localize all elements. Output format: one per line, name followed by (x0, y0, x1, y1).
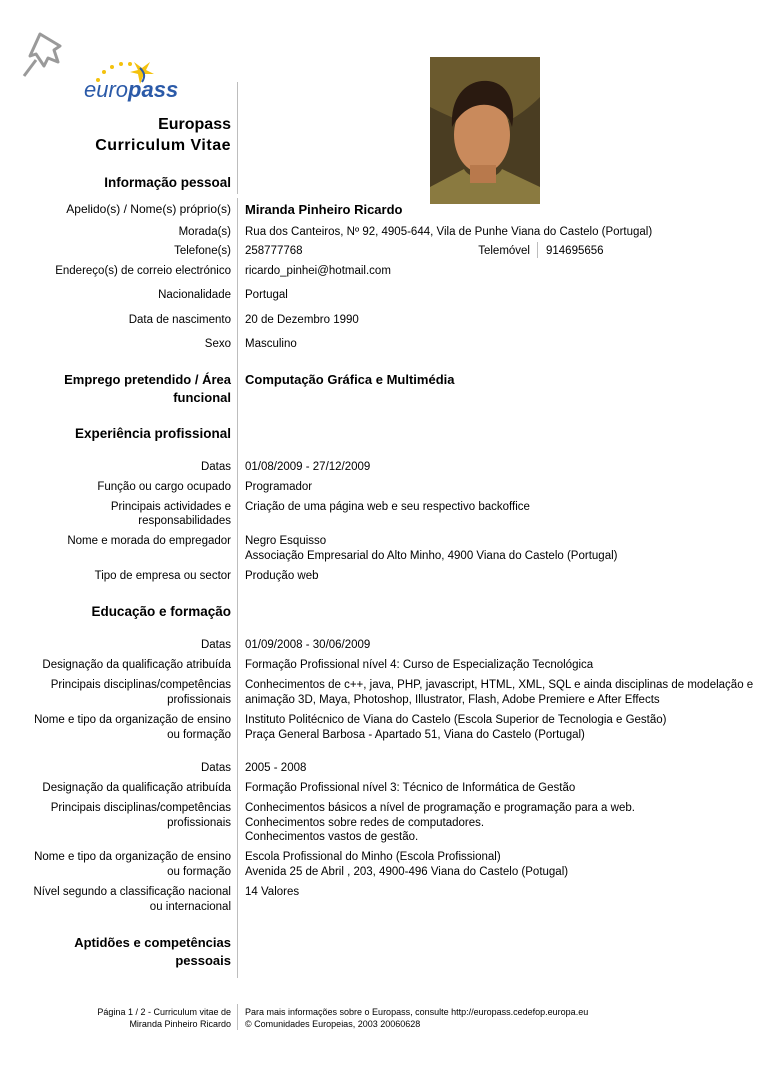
exp-employer-address: Associação Empresarial do Alto Minho, 4900 Viana do Castelo (Portugal) (245, 550, 618, 562)
edu2-subj-line2: Conhecimentos sobre redes de computadores. (245, 817, 485, 829)
section-title-experience: Experiência profissional (74, 426, 231, 441)
edu1-subj-label-2: profissionais (167, 694, 231, 706)
name-label: Apelido(s) / Nome(s) próprio(s) (66, 202, 231, 216)
nationality-label: Nacionalidade (158, 289, 231, 301)
address-value: Rua dos Canteiros, Nº 92, 4905-644, Vila de Punhe Viana do Castelo (Portugal) (245, 226, 653, 238)
edu2-org-label-1: Nome e tipo da organização de ensino (34, 851, 231, 863)
email-link[interactable]: ricardo_pinhei@hotmail.com (245, 265, 391, 277)
footer-info-1: Para mais informações sobre o Europass, consulte http://europass.cedefop.europa.eu (245, 1007, 589, 1017)
footer-page-info-1: Página 1 / 2 - Curriculum vitae de (97, 1007, 231, 1017)
exp-activities-value: Criação de uma página web e seu respectivo backoffice (245, 501, 530, 513)
europass-logo (84, 58, 184, 106)
edu1-subj-line2: animação 3D, Maya, Photoshop, Illustrator, Flash, Adobe Premiere e After Effects (245, 694, 660, 706)
edu1-org-line1: Instituto Politécnico de Viana do Castelo (Escola Superior de Tecnologia e Gestão) (245, 714, 667, 726)
edu2-subj-label-2: profissionais (167, 817, 231, 829)
exp-activities-label-1: Principais actividades e (110, 501, 231, 513)
job-label-line2: funcional (173, 390, 231, 405)
exp-type-value: Produção web (245, 570, 319, 582)
mobile-label: Telemóvel (478, 245, 530, 257)
edu2-level-label-1: Nível segundo a classificação nacional (33, 886, 231, 898)
edu2-qual-label: Designação da qualificação atribuída (42, 782, 231, 794)
edu1-subj-line1: Conhecimentos de c++, java, PHP, javascript, HTML, XML, SQL e ainda disciplinas de modelação e (245, 679, 754, 691)
document-title-line2: Curriculum Vitae (95, 137, 231, 154)
edu2-org-line2: Avenida 25 de Abril , 203, 4900-496 Viana do Castelo (Potugal) (245, 866, 569, 878)
full-name: Miranda Pinheiro Ricardo (245, 202, 403, 217)
logo-text-pass: pass (128, 77, 179, 102)
pin-icon[interactable] (18, 28, 74, 84)
edu1-org-line2: Praça General Barbosa - Apartado 51, Viana do Castelo (Portugal) (245, 729, 585, 741)
edu2-qual-value: Formação Profissional nível 3: Técnico de Informática de Gestão (245, 782, 576, 794)
skills-label-line2: pessoais (175, 953, 231, 968)
edu2-dates-label: Datas (200, 762, 231, 774)
exp-dates-label: Datas (200, 461, 231, 473)
exp-dates-value: 01/08/2009 - 27/12/2009 (245, 461, 371, 473)
edu1-dates-label: Datas (200, 639, 231, 651)
edu1-dates-value: 01/09/2008 - 30/06/2009 (245, 639, 371, 651)
email-label: Endereço(s) de correio electrónico (55, 265, 231, 277)
job-label-line1: Emprego pretendido / Área (64, 372, 231, 387)
edu2-subj-label-1: Principais disciplinas/competências (50, 802, 231, 814)
job-value: Computação Gráfica e Multimédia (245, 372, 455, 387)
birthdate-label: Data de nascimento (128, 314, 231, 326)
exp-type-label: Tipo de empresa ou sector (94, 570, 231, 582)
document-title-line1: Europass (158, 116, 231, 133)
nationality-value: Portugal (245, 289, 288, 301)
exp-role-label: Função ou cargo ocupado (97, 481, 231, 493)
mobile-value: 914695656 (546, 245, 604, 257)
exp-employer-name: Negro Esquisso (245, 535, 327, 547)
sex-value: Masculino (245, 338, 297, 350)
edu1-qual-label: Designação da qualificação atribuída (42, 659, 231, 671)
exp-activities-label-2: responsabilidades (138, 515, 231, 527)
edu2-org-line1: Escola Profissional do Minho (Escola Profissional) (245, 851, 501, 863)
footer-copyright: © Comunidades Europeias, 2003 20060628 (245, 1019, 421, 1029)
exp-role-value: Programador (245, 481, 313, 493)
section-title-education: Educação e formação (91, 604, 231, 619)
edu1-subj-label-1: Principais disciplinas/competências (50, 679, 231, 691)
phone-divider (537, 242, 538, 258)
sex-label: Sexo (204, 338, 231, 350)
footer-divider (237, 1004, 238, 1030)
address-label: Morada(s) (178, 226, 231, 238)
edu1-qual-value: Formação Profissional nível 4: Curso de Especialização Tecnológica (245, 659, 594, 671)
edu2-subj-line3: Conhecimentos vastos de gestão. (245, 831, 419, 843)
edu2-dates-value: 2005 - 2008 (245, 762, 307, 774)
edu2-subj-line1: Conhecimentos básicos a nível de programação e programação para a web. (245, 802, 635, 814)
logo-text-euro: euro (84, 77, 129, 102)
skills-label-line1: Aptidões e competências (74, 935, 231, 950)
phone-value: 258777768 (245, 245, 303, 257)
edu2-level-label-2: ou internacional (149, 901, 231, 913)
birthdate-value: 20 de Dezembro 1990 (245, 314, 359, 326)
edu1-org-label-1: Nome e tipo da organização de ensino (34, 714, 231, 726)
edu1-org-label-2: ou formação (167, 729, 231, 741)
edu2-org-label-2: ou formação (167, 866, 231, 878)
profile-photo (430, 57, 540, 204)
exp-employer-label: Nome e morada do empregador (67, 535, 231, 547)
header-divider (237, 82, 238, 194)
edu2-level-value: 14 Valores (245, 886, 300, 898)
footer-page-info-2: Miranda Pinheiro Ricardo (129, 1019, 231, 1029)
column-divider (237, 198, 238, 978)
phone-label: Telefone(s) (174, 245, 231, 257)
section-title-personal: Informação pessoal (104, 175, 231, 190)
